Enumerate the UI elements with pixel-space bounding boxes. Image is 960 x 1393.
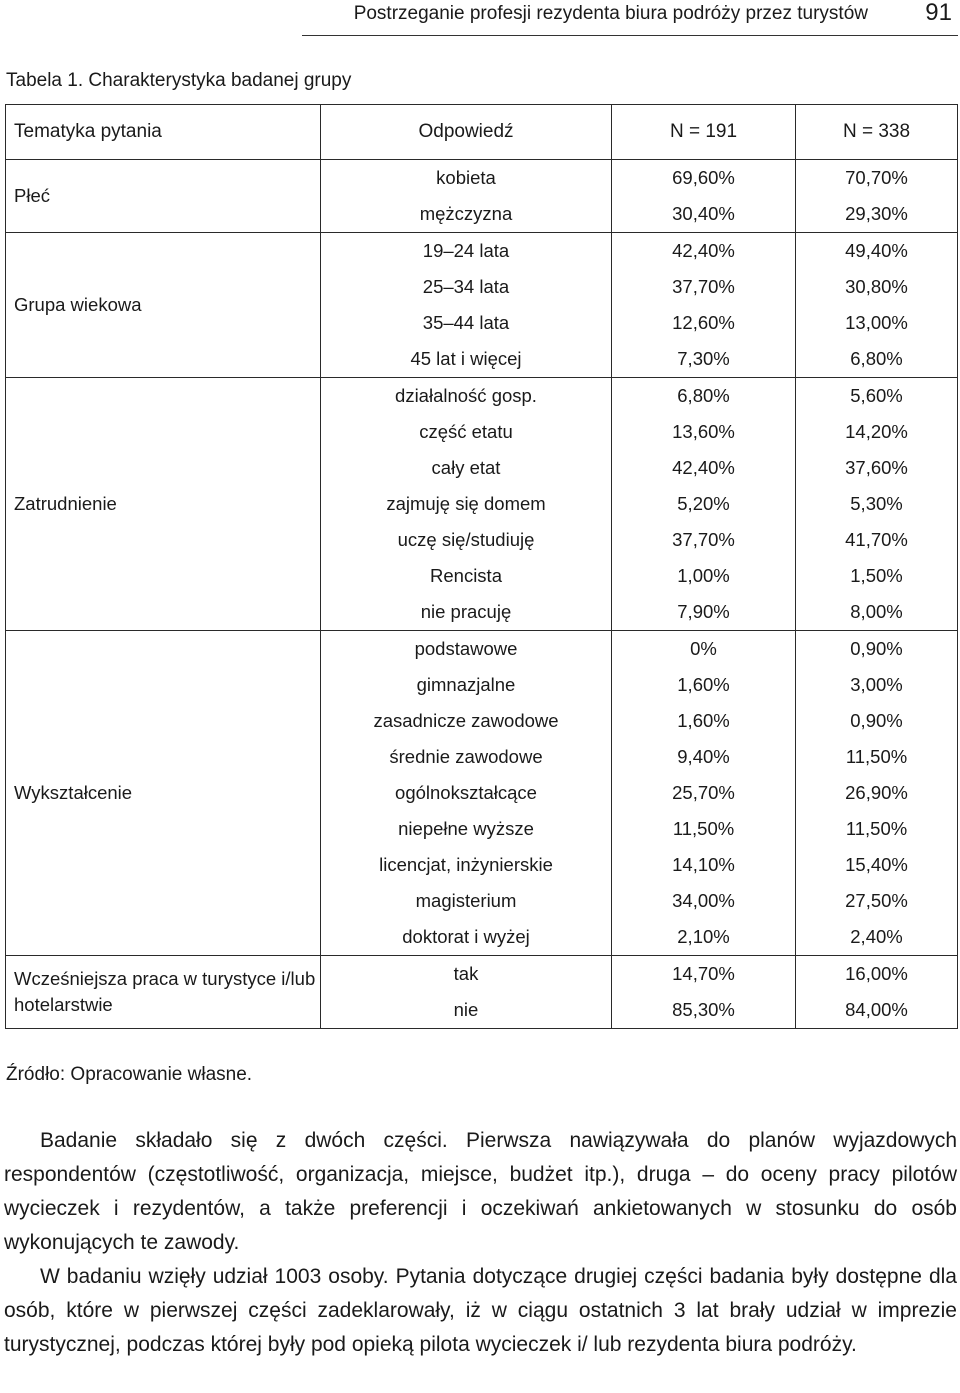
column-header-n191: N = 191: [612, 105, 796, 160]
n338-value-cell: 16,00%: [796, 956, 958, 993]
source-note: Źródło: Opracowanie własne.: [6, 1064, 253, 1085]
n191-value-cell: 30,40%: [612, 196, 796, 233]
n191-value-cell: 1,60%: [612, 703, 796, 739]
n338-value-cell: 8,00%: [796, 594, 958, 631]
n191-value-cell: 37,70%: [612, 522, 796, 558]
answer-cell: gimnazjalne: [321, 667, 612, 703]
n338-value-cell: 84,00%: [796, 992, 958, 1029]
n338-value-cell: 26,90%: [796, 775, 958, 811]
answer-cell: 45 lat i więcej: [321, 341, 612, 378]
answer-cell: mężczyzna: [321, 196, 612, 233]
answer-cell: cały etat: [321, 450, 612, 486]
running-header: [0, 0, 960, 36]
n338-value-cell: 11,50%: [796, 739, 958, 775]
paragraph: Badanie składało się z dwóch części. Pierwsza nawiązywała do planów wyjazdowych respondentów (częstotliwość, organizacja, miejsce, budżet itp.), druga – do oceny pracy pilotów wycieczek i rezydentów, a także preferencji i oczekiwań ankietowanych w stosunku do osób wykonujących te zawody.: [4, 1129, 957, 1254]
n338-value-cell: 13,00%: [796, 305, 958, 341]
n191-value-cell: 5,20%: [612, 486, 796, 522]
n191-value-cell: 2,10%: [612, 919, 796, 956]
n338-value-cell: 5,30%: [796, 486, 958, 522]
answer-cell: zajmuję się domem: [321, 486, 612, 522]
table-row: [6, 160, 958, 197]
n191-value-cell: 14,70%: [612, 956, 796, 993]
n338-value-cell: 6,80%: [796, 341, 958, 378]
header-rule: [302, 35, 958, 36]
topic-cell: Grupa wiekowa: [6, 233, 321, 378]
n191-value-cell: 13,60%: [612, 414, 796, 450]
body-text: [4, 1124, 957, 1362]
table-row: [6, 631, 958, 668]
n191-value-cell: 0%: [612, 631, 796, 668]
n338-value-cell: 2,40%: [796, 919, 958, 956]
n191-value-cell: 69,60%: [612, 160, 796, 197]
n191-value-cell: 42,40%: [612, 233, 796, 270]
n338-value-cell: 30,80%: [796, 269, 958, 305]
n191-value-cell: 34,00%: [612, 883, 796, 919]
answer-cell: magisterium: [321, 883, 612, 919]
n338-value-cell: 15,40%: [796, 847, 958, 883]
n338-value-cell: 0,90%: [796, 703, 958, 739]
topic-cell: Zatrudnienie: [6, 378, 321, 631]
column-header-answer: Odpowiedź: [321, 105, 612, 160]
n191-value-cell: 7,30%: [612, 341, 796, 378]
n338-value-cell: 49,40%: [796, 233, 958, 270]
topic-cell: Wcześniejsza praca w turystyce i/lub hotelarstwie: [6, 956, 321, 1029]
n338-value-cell: 0,90%: [796, 631, 958, 668]
answer-cell: 25–34 lata: [321, 269, 612, 305]
answer-cell: nie: [321, 992, 612, 1029]
n191-value-cell: 37,70%: [612, 269, 796, 305]
topic-cell: Płeć: [6, 160, 321, 233]
answer-cell: średnie zawodowe: [321, 739, 612, 775]
table-caption: Tabela 1. Charakterystyka badanej grupy: [6, 70, 352, 91]
answer-cell: zasadnicze zawodowe: [321, 703, 612, 739]
n338-value-cell: 1,50%: [796, 558, 958, 594]
column-header-n338: N = 338: [796, 105, 958, 160]
n191-value-cell: 11,50%: [612, 811, 796, 847]
topic-cell: Wykształcenie: [6, 631, 321, 956]
answer-cell: część etatu: [321, 414, 612, 450]
table-row: [6, 956, 958, 993]
answer-cell: nie pracuję: [321, 594, 612, 631]
n191-value-cell: 12,60%: [612, 305, 796, 341]
n338-value-cell: 3,00%: [796, 667, 958, 703]
answer-cell: ogólnokształcące: [321, 775, 612, 811]
table-row: [6, 233, 958, 270]
n338-value-cell: 5,60%: [796, 378, 958, 415]
n191-value-cell: 1,00%: [612, 558, 796, 594]
answer-cell: doktorat i wyżej: [321, 919, 612, 956]
answer-cell: kobieta: [321, 160, 612, 197]
n338-value-cell: 37,60%: [796, 450, 958, 486]
n191-value-cell: 1,60%: [612, 667, 796, 703]
table-body: [6, 160, 958, 1029]
n191-value-cell: 7,90%: [612, 594, 796, 631]
column-header-topic: Tematyka pytania: [6, 105, 321, 160]
n191-value-cell: 25,70%: [612, 775, 796, 811]
running-title: Postrzeganie profesji rezydenta biura podróży przez turystów: [353, 3, 868, 24]
n191-value-cell: 42,40%: [612, 450, 796, 486]
table-row: [6, 378, 958, 415]
n191-value-cell: 85,30%: [612, 992, 796, 1029]
answer-cell: niepełne wyższe: [321, 811, 612, 847]
n191-value-cell: 9,40%: [612, 739, 796, 775]
answer-cell: podstawowe: [321, 631, 612, 668]
answer-cell: działalność gosp.: [321, 378, 612, 415]
answer-cell: licencjat, inżynierskie: [321, 847, 612, 883]
answer-cell: uczę się/studiuję: [321, 522, 612, 558]
n338-value-cell: 27,50%: [796, 883, 958, 919]
table-header-row: [6, 105, 958, 160]
n191-value-cell: 6,80%: [612, 378, 796, 415]
answer-cell: 35–44 lata: [321, 305, 612, 341]
n338-value-cell: 11,50%: [796, 811, 958, 847]
n338-value-cell: 70,70%: [796, 160, 958, 197]
n338-value-cell: 14,20%: [796, 414, 958, 450]
page-number: 91: [925, 0, 952, 26]
n338-value-cell: 41,70%: [796, 522, 958, 558]
answer-cell: 19–24 lata: [321, 233, 612, 270]
n338-value-cell: 29,30%: [796, 196, 958, 233]
answer-cell: Rencista: [321, 558, 612, 594]
answer-cell: tak: [321, 956, 612, 993]
characteristics-table: [5, 104, 958, 1029]
paragraph: W badaniu wzięły udział 1003 osoby. Pytania dotyczące drugiej części badania były dostępne dla osób, które w pierwszej części zadeklarowały, iż w ciągu ostatnich 3 lat brały udział w imprezie turystycznej, podczas której były pod opieką pilota wycieczek i/ lub rezydenta biura podróży.: [4, 1265, 957, 1356]
n191-value-cell: 14,10%: [612, 847, 796, 883]
